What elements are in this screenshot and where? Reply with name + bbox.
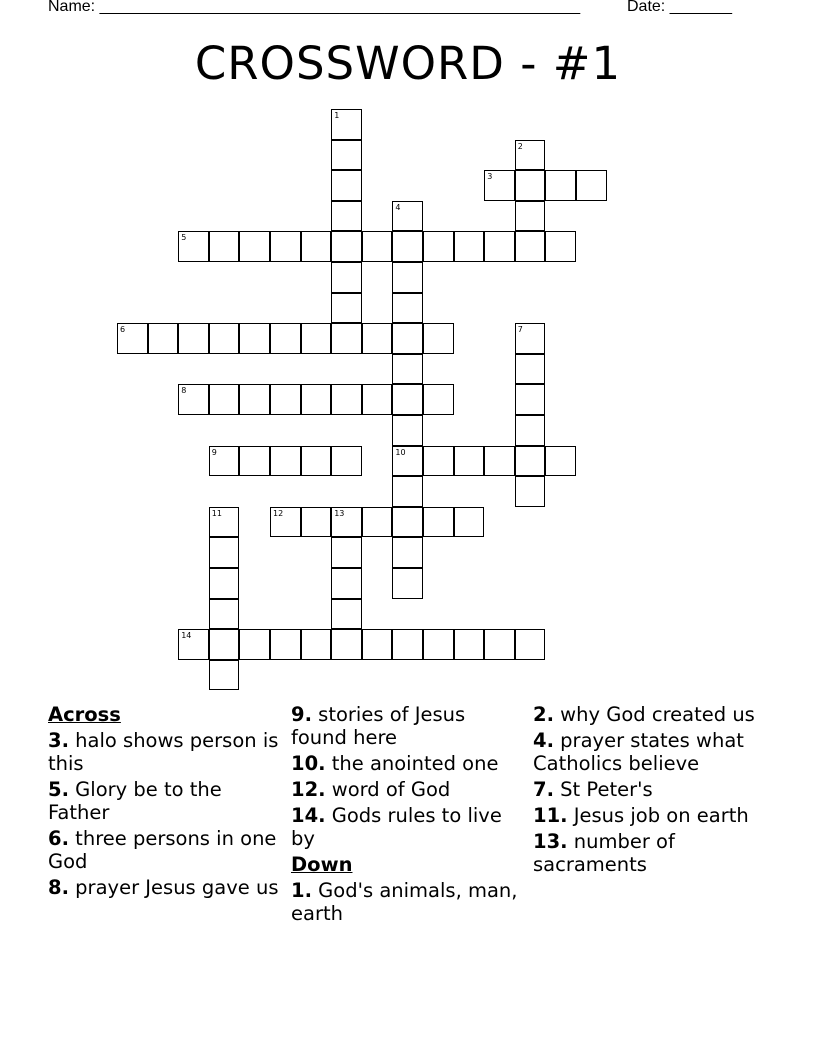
clue-across-5 [48, 778, 283, 824]
crossword-cell[interactable] [331, 599, 362, 630]
cell-number: 5 [181, 233, 187, 243]
crossword-cell[interactable] [515, 629, 546, 660]
crossword-cell[interactable] [423, 446, 454, 477]
crossword-cell[interactable] [239, 231, 270, 262]
cell-number: 8 [181, 386, 187, 396]
crossword-cell[interactable] [545, 446, 576, 477]
crossword-cell[interactable] [239, 446, 270, 477]
cell-number: 12 [273, 508, 284, 518]
crossword-cell[interactable] [423, 231, 454, 262]
clue-number: 13. [533, 830, 568, 853]
clues-column-2 [291, 703, 526, 928]
clue-number: 9. [291, 703, 312, 726]
crossword-cell[interactable] [515, 231, 546, 262]
clue-down-4 [533, 729, 773, 775]
clue-text: God's animals, man, earth [291, 879, 518, 925]
crossword-cell[interactable] [362, 629, 393, 660]
clues-column-1 [48, 703, 283, 902]
crossword-cell[interactable] [331, 446, 362, 477]
clue-down-13 [533, 830, 773, 876]
crossword-cell[interactable] [423, 507, 454, 538]
crossword-cell[interactable] [515, 415, 546, 446]
crossword-cell[interactable] [148, 323, 179, 354]
cell-number: 3 [487, 172, 493, 182]
clue-number: 11. [533, 804, 568, 827]
crossword-cell[interactable] [515, 446, 546, 477]
clue-text: Gods rules to live by [291, 804, 502, 850]
clue-number: 5. [48, 778, 69, 801]
cell-number: 7 [517, 325, 523, 335]
crossword-cell[interactable] [331, 293, 362, 324]
cell-number: 9 [211, 447, 217, 457]
crossword-cell[interactable] [454, 507, 485, 538]
clue-number: 2. [533, 703, 554, 726]
page-title: CROSSWORD - #1 [194, 37, 622, 90]
crossword-cell[interactable] [209, 629, 240, 660]
crossword-cell[interactable] [545, 170, 576, 201]
clue-number: 7. [533, 778, 554, 801]
clue-number: 10. [291, 752, 326, 775]
clue-number: 14. [291, 804, 326, 827]
crossword-cell[interactable] [362, 507, 393, 538]
crossword-cell[interactable] [301, 384, 332, 415]
crossword-cell[interactable] [362, 323, 393, 354]
crossword-cell[interactable] [392, 568, 423, 599]
crossword-cell[interactable] [454, 446, 485, 477]
crossword-cell[interactable] [454, 231, 485, 262]
clue-across-3 [48, 729, 283, 775]
clue-across-9 [291, 703, 526, 749]
clue-number: 1. [291, 879, 312, 902]
crossword-cell[interactable] [301, 507, 332, 538]
crossword-cell[interactable] [239, 323, 270, 354]
across-heading: Across [48, 703, 121, 726]
cell-number: 14 [181, 631, 192, 641]
crossword-cell[interactable] [331, 170, 362, 201]
crossword-cell[interactable] [362, 384, 393, 415]
crossword-cell[interactable] [209, 599, 240, 630]
crossword-cell[interactable] [331, 140, 362, 171]
clue-text: Jesus job on earth [567, 804, 749, 827]
cell-number: 2 [517, 141, 523, 151]
clue-number: 12. [291, 778, 326, 801]
crossword-cell[interactable] [209, 660, 240, 691]
name-field-label: Name: ______________________________________________________ [48, 0, 581, 15]
crossword-cell[interactable] [301, 231, 332, 262]
crossword-cell[interactable] [239, 629, 270, 660]
clue-across-10 [291, 752, 526, 775]
clue-text: halo shows person is this [48, 729, 279, 775]
crossword-cell[interactable] [392, 293, 423, 324]
crossword-cell[interactable] [331, 201, 362, 232]
clue-text: why God created us [553, 703, 755, 726]
cell-number: 11 [211, 508, 222, 518]
crossword-cell[interactable] [392, 323, 423, 354]
clue-across-8 [48, 876, 283, 899]
crossword-cell[interactable] [515, 170, 546, 201]
clue-down-7 [533, 778, 773, 801]
crossword-cell[interactable] [270, 446, 301, 477]
clues-column-3 [533, 703, 773, 879]
crossword-cell[interactable] [392, 507, 423, 538]
clue-across-12 [291, 778, 526, 801]
clue-across-14 [291, 804, 526, 850]
crossword-cell[interactable] [515, 201, 546, 232]
clue-text: St Peter's [553, 778, 653, 801]
clue-number: 4. [533, 729, 554, 752]
clue-down-11 [533, 804, 773, 827]
crossword-cell[interactable] [484, 446, 515, 477]
clue-across-6 [48, 827, 283, 873]
crossword-cell[interactable] [331, 262, 362, 293]
crossword-cell[interactable] [331, 384, 362, 415]
crossword-cell[interactable] [484, 231, 515, 262]
clue-text: prayer states what Catholics believe [533, 729, 744, 775]
crossword-cell[interactable] [392, 629, 423, 660]
crossword-cell[interactable] [392, 231, 423, 262]
crossword-cell[interactable] [576, 170, 607, 201]
clue-number: 8. [48, 876, 69, 899]
clue-number: 6. [48, 827, 69, 850]
crossword-cell[interactable] [484, 629, 515, 660]
crossword-cell[interactable] [331, 629, 362, 660]
crossword-cell[interactable] [392, 415, 423, 446]
clue-down-1 [291, 879, 526, 925]
cell-number: 13 [334, 508, 345, 518]
cell-number: 1 [334, 111, 340, 120]
date-field-label: Date: _______ [627, 0, 732, 15]
crossword-cell[interactable] [301, 446, 332, 477]
crossword-cell[interactable] [209, 323, 240, 354]
crossword-cell[interactable] [515, 476, 546, 507]
cell-number: 4 [395, 202, 401, 212]
crossword-cell[interactable] [545, 231, 576, 262]
crossword-cell[interactable] [331, 323, 362, 354]
crossword-cell[interactable] [209, 568, 240, 599]
clue-text: prayer Jesus gave us [68, 876, 279, 899]
clue-text: Glory be to the Father [48, 778, 222, 824]
crossword-cell[interactable] [209, 384, 240, 415]
clue-text: stories of Jesus found here [291, 703, 466, 749]
crossword-cell[interactable] [423, 384, 454, 415]
clue-text: the anointed one [325, 752, 499, 775]
crossword-cell[interactable] [331, 537, 362, 568]
clue-text: three persons in one God [48, 827, 277, 873]
crossword-cell[interactable] [454, 629, 485, 660]
down-heading: Down [291, 853, 353, 876]
crossword-cell[interactable] [270, 231, 301, 262]
crossword-cell[interactable] [239, 384, 270, 415]
crossword-cell[interactable] [270, 629, 301, 660]
crossword-cell[interactable] [392, 262, 423, 293]
crossword-cell[interactable] [301, 323, 332, 354]
clue-text: number of sacraments [533, 830, 675, 876]
crossword-cell[interactable] [331, 568, 362, 599]
crossword-cell[interactable] [392, 537, 423, 568]
clue-down-2 [533, 703, 773, 726]
crossword-cell[interactable] [178, 323, 209, 354]
cell-number: 10 [395, 447, 406, 457]
crossword-cell[interactable] [270, 323, 301, 354]
crossword-cell[interactable] [331, 231, 362, 262]
crossword-cell[interactable] [209, 231, 240, 262]
crossword-cell[interactable] [362, 231, 393, 262]
crossword-cell[interactable] [423, 629, 454, 660]
clue-number: 3. [48, 729, 69, 752]
crossword-cell[interactable] [270, 384, 301, 415]
crossword-cell[interactable] [301, 629, 332, 660]
crossword-cell[interactable] [392, 354, 423, 385]
crossword-cell[interactable] [423, 323, 454, 354]
crossword-cell[interactable] [392, 384, 423, 415]
crossword-cell[interactable] [515, 384, 546, 415]
cell-number: 6 [120, 325, 126, 335]
crossword-cell[interactable] [209, 537, 240, 568]
crossword-cell[interactable] [392, 476, 423, 507]
clue-text: word of God [325, 778, 451, 801]
crossword-cell[interactable] [515, 354, 546, 385]
